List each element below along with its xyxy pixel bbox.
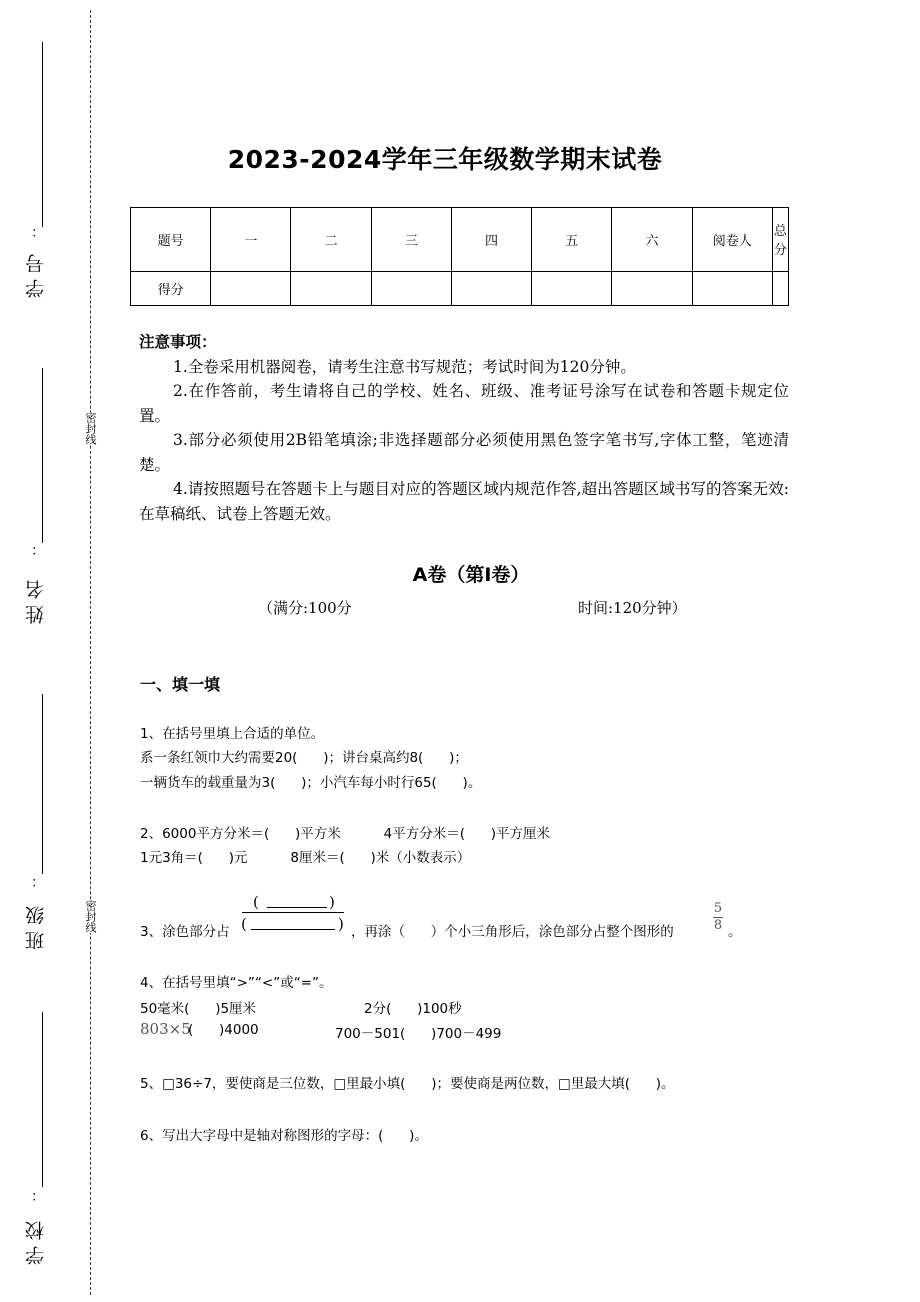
name-label: 姓名 xyxy=(25,574,47,624)
target-numerator: 5 xyxy=(713,901,723,916)
score-cell[interactable] xyxy=(532,271,612,305)
q6: 6、写出大字母中是轴对称图形的字母：( )。 xyxy=(140,1128,428,1144)
score-cell[interactable] xyxy=(371,271,451,305)
frac-num-open: ( xyxy=(253,893,259,911)
frac-num-close: ) xyxy=(329,893,335,911)
section-title: 一、填一填 xyxy=(140,675,221,694)
student-no-label: 学号 xyxy=(25,248,47,298)
note-item: 4.请按照题号在答题卡上与题目对应的答题区域内规范作答,超出答题区域书写的答案无效:在草稿纸、试卷上答题无效。 xyxy=(139,480,789,523)
header-cell: 三 xyxy=(371,208,451,272)
class-colon: ： xyxy=(31,875,45,891)
score-row-label: 得分 xyxy=(131,271,211,305)
fraction-bar xyxy=(242,912,344,913)
score-cell[interactable] xyxy=(772,271,788,305)
student-no-line xyxy=(42,42,43,227)
school-line xyxy=(42,1012,43,1187)
volume-title: A卷（第I卷） xyxy=(412,564,530,586)
header-cell: 五 xyxy=(532,208,612,272)
note-item: 2.在作答前，考生请将自己的学校、姓名、班级、准考证号涂写在试卷和答题卡规定位置。 xyxy=(139,382,789,425)
score-cell[interactable] xyxy=(451,271,531,305)
score-cell[interactable] xyxy=(612,271,692,305)
q4-expression: 803×5 xyxy=(140,1020,191,1038)
frac-den-close: ) xyxy=(338,915,344,933)
q3-target-fraction xyxy=(712,902,724,934)
q4-line1-b: 2分( )100秒 xyxy=(364,1001,462,1017)
q4-line2-a: ( )4000 xyxy=(188,1022,259,1038)
q4-stem: 4、在括号里填“>”“<”或“=”。 xyxy=(140,975,333,991)
class-label: 班级 xyxy=(25,900,47,950)
page-title: 2023-2024学年三年级数学期末试卷 xyxy=(227,145,663,174)
q2-line2: 1元3角＝( )元 8厘米＝( )米（小数表示） xyxy=(140,850,471,866)
score-table-score-row xyxy=(131,271,789,305)
target-denominator: 8 xyxy=(713,918,723,933)
score-cell[interactable] xyxy=(692,271,772,305)
score-table-header-row xyxy=(131,208,789,272)
frac-num-blank xyxy=(267,907,327,908)
q3-suffix: 。 xyxy=(728,924,742,940)
q3-middle: ，再涂（ ）个小三角形后，涂色部分占整个图形的 xyxy=(351,924,674,940)
q1-line1: 系一条红领巾大约需要20( )；讲台桌高约8( )； xyxy=(140,750,468,766)
full-score: （满分:100分 xyxy=(258,599,352,617)
q2-line1: 2、6000平方分米＝( )平方米 4平方分米＝( )平方厘米 xyxy=(140,826,551,842)
header-cell: 总分 xyxy=(772,208,788,272)
school-label: 学校 xyxy=(25,1215,47,1265)
q4-line1-a: 50毫米( )5厘米 xyxy=(140,1001,257,1017)
seal-text-lower: 密封线 xyxy=(84,900,97,933)
name-line xyxy=(42,368,43,543)
exam-time: 时间:120分钟） xyxy=(578,599,687,617)
score-cell[interactable] xyxy=(211,271,291,305)
q4-line2-b: 700－501( )700－499 xyxy=(335,1026,502,1042)
header-cell: 六 xyxy=(612,208,692,272)
class-line xyxy=(42,694,43,874)
header-cell: 题号 xyxy=(131,208,211,272)
header-cell: 阅卷人 xyxy=(692,208,772,272)
name-colon: ： xyxy=(31,543,45,559)
q3-blank-fraction xyxy=(241,893,347,939)
q1-stem: 1、在括号里填上合适的单位。 xyxy=(140,726,325,742)
header-cell: 四 xyxy=(451,208,531,272)
student-no-colon: ： xyxy=(31,225,45,241)
note-item: 1.全卷采用机器阅卷，请考生注意书写规范；考试时间为120分钟。 xyxy=(173,357,636,376)
score-table xyxy=(130,207,789,306)
school-colon: ： xyxy=(31,1189,45,1205)
header-cell: 一 xyxy=(211,208,291,272)
notes-section xyxy=(139,330,789,526)
note-item: 3.部分必须使用2B铅笔填涂;非选择题部分必须使用黑色签字笔书写,字体工整，笔迹清楚。 xyxy=(139,431,789,474)
q1-line2: 一辆货车的载重量为3( )；小汽车每小时行65( )。 xyxy=(140,775,482,791)
q5: 5、□36÷7，要使商是三位数，□里最小填( )；要使商是两位数，□里最大填( )。 xyxy=(140,1076,675,1092)
q3-prefix: 3、涂色部分占 xyxy=(140,924,230,940)
header-cell: 二 xyxy=(291,208,371,272)
seal-dashed-line xyxy=(90,10,91,1295)
seal-text-upper: 密封线 xyxy=(84,412,97,445)
score-cell[interactable] xyxy=(291,271,371,305)
frac-den-open: ( xyxy=(241,915,247,933)
notes-heading: 注意事项： xyxy=(139,332,217,351)
frac-den-blank xyxy=(251,929,335,930)
